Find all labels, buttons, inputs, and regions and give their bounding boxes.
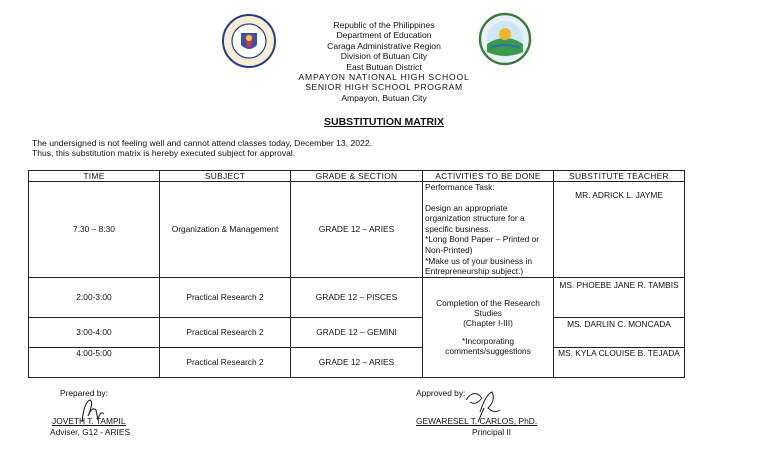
prepared-label: Prepared by: — [60, 388, 108, 398]
time-cell: 4:00-5:00 — [29, 347, 160, 377]
deped-seal-icon — [221, 13, 277, 69]
activity-line — [425, 328, 551, 336]
header-line: Ampayon, Butuan City — [341, 92, 427, 103]
column-header: SUBJECT — [160, 171, 291, 182]
subject-cell: Organization & Management — [160, 182, 291, 278]
substitution-table — [28, 170, 685, 378]
activity-cell — [423, 182, 554, 278]
activity-line: *Long Bond Paper – Printed or Non-Printed) — [425, 234, 540, 255]
table-row — [29, 347, 685, 377]
approver-name: GEWARESEL T. CARLOS, PhD. — [416, 416, 538, 427]
header-line: Republic of the Philippines — [333, 20, 435, 30]
substitute-cell: MS. PHOEBE JANE R. TAMBIS — [554, 277, 685, 317]
header-line: AMPAYON NATIONAL HIGH SCHOOL — [298, 72, 470, 83]
header-line: SENIOR HIGH SCHOOL PROGRAM — [305, 82, 463, 93]
table-row — [29, 277, 685, 317]
approved-label: Approved by: — [416, 388, 466, 398]
letterhead — [270, 20, 498, 103]
substitute-cell: MS. KYLA CLOUISE B. TEJADA — [554, 347, 685, 377]
preparer-name: JOVETH T. TAMPIL — [52, 416, 126, 427]
activity-line: Design an appropriate organization structure for a specific business. — [425, 202, 525, 234]
time-cell: 2:00-3:00 — [29, 277, 160, 317]
intro-line: The undersigned is not feeling well and cannot attend classes today, December 13, 2022. — [32, 138, 372, 148]
header-line: Caraga Administrative Region — [327, 40, 441, 51]
table-header-row — [29, 171, 685, 182]
grade-cell: GRADE 12 – GEMINI — [291, 317, 423, 347]
activity-cell — [423, 277, 554, 377]
grade-cell: GRADE 12 – PISCES — [291, 277, 423, 317]
header-line: Division of Butuan City — [340, 51, 428, 62]
subject-cell: Practical Research 2 — [160, 347, 291, 377]
subject-cell: Practical Research 2 — [160, 277, 291, 317]
header-line: East Butuan District — [346, 61, 422, 72]
substitute-cell: MS. DARLIN C. MONCADA — [554, 317, 685, 347]
activity-line: *Make us of your business in Entrepreneurship subject.) — [425, 255, 533, 277]
column-header: ACTIVITIES TO BE DONE — [423, 171, 554, 182]
column-header: TIME — [29, 171, 160, 182]
intro-text — [32, 138, 372, 158]
column-header: SUBSTITUTE TEACHER — [554, 171, 685, 182]
activity-line: Performance Task: — [425, 182, 495, 192]
page-title: SUBSTITUTION MATRIX — [324, 116, 444, 128]
activity-line — [425, 193, 551, 203]
grade-cell: GRADE 12 – ARIES — [291, 182, 423, 278]
time-cell: 7:30 – 8:30 — [29, 182, 160, 278]
column-header: GRADE & SECTION — [291, 171, 423, 182]
grade-cell: GRADE 12 – ARIES — [291, 347, 423, 377]
substitute-cell: MR. ADRICK L. JAYME — [554, 182, 685, 278]
intro-line: Thus, this substitution matrix is hereby executed subject for approval. — [32, 148, 296, 158]
subject-cell: Practical Research 2 — [160, 317, 291, 347]
approver-signature — [460, 386, 506, 426]
table-row — [29, 182, 685, 278]
table-row — [29, 317, 685, 347]
preparer-signature — [74, 396, 114, 426]
header-line: Department of Education — [336, 30, 432, 41]
activity-line: Completion of the Research Studies — [436, 298, 540, 319]
preparer-role: Adviser, G12 - ARIES — [50, 426, 131, 437]
activity-line: *Incorporating comments/suggestions — [445, 336, 531, 357]
activity-line: (Chapter I-III) — [463, 318, 513, 329]
time-cell: 3:00-4:00 — [29, 317, 160, 347]
approver-role: Principal II — [472, 426, 512, 437]
